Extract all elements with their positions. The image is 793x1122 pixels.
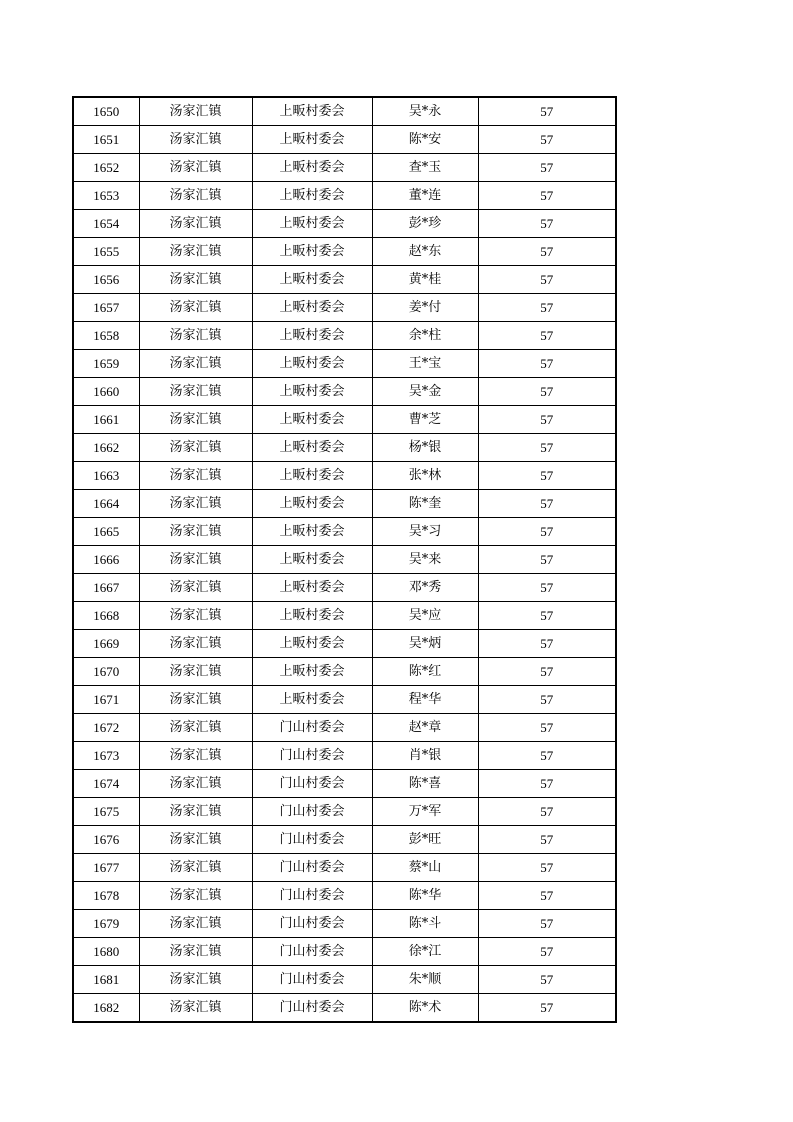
row-number-cell: 1678 <box>73 882 139 910</box>
table-row <box>73 434 616 462</box>
amount-cell: 57 <box>478 994 616 1023</box>
village-committee-cell: 门山村委会 <box>252 854 372 882</box>
village-committee-cell: 上畈村委会 <box>252 126 372 154</box>
village-committee-cell: 上畈村委会 <box>252 686 372 714</box>
row-number-cell: 1653 <box>73 182 139 210</box>
village-committee-cell: 门山村委会 <box>252 910 372 938</box>
person-name-cell: 陈*斗 <box>372 910 478 938</box>
amount-cell: 57 <box>478 938 616 966</box>
amount-cell: 57 <box>478 630 616 658</box>
table-row <box>73 630 616 658</box>
row-number-cell: 1676 <box>73 826 139 854</box>
town-cell: 汤家汇镇 <box>139 574 252 602</box>
person-name-cell: 姜*付 <box>372 294 478 322</box>
table-row <box>73 938 616 966</box>
town-cell: 汤家汇镇 <box>139 658 252 686</box>
amount-cell: 57 <box>478 210 616 238</box>
person-name-cell: 万*军 <box>372 798 478 826</box>
person-name-cell: 吴*永 <box>372 97 478 126</box>
amount-cell: 57 <box>478 714 616 742</box>
person-name-cell: 吴*习 <box>372 518 478 546</box>
town-cell: 汤家汇镇 <box>139 826 252 854</box>
row-number-cell: 1654 <box>73 210 139 238</box>
person-name-cell: 张*林 <box>372 462 478 490</box>
village-committee-cell: 上畈村委会 <box>252 97 372 126</box>
amount-cell: 57 <box>478 882 616 910</box>
table-row <box>73 770 616 798</box>
person-name-cell: 赵*章 <box>372 714 478 742</box>
table-row <box>73 574 616 602</box>
town-cell: 汤家汇镇 <box>139 882 252 910</box>
row-number-cell: 1660 <box>73 378 139 406</box>
village-committee-cell: 上畈村委会 <box>252 434 372 462</box>
person-name-cell: 陈*术 <box>372 994 478 1023</box>
village-committee-cell: 上畈村委会 <box>252 546 372 574</box>
table-row <box>73 322 616 350</box>
village-committee-cell: 上畈村委会 <box>252 602 372 630</box>
table-row <box>73 966 616 994</box>
person-name-cell: 徐*江 <box>372 938 478 966</box>
town-cell: 汤家汇镇 <box>139 126 252 154</box>
table-row <box>73 882 616 910</box>
person-name-cell: 陈*喜 <box>372 770 478 798</box>
amount-cell: 57 <box>478 574 616 602</box>
table-row <box>73 462 616 490</box>
village-committee-cell: 上畈村委会 <box>252 378 372 406</box>
village-committee-cell: 上畈村委会 <box>252 490 372 518</box>
person-name-cell: 吴*应 <box>372 602 478 630</box>
row-number-cell: 1655 <box>73 238 139 266</box>
amount-cell: 57 <box>478 97 616 126</box>
row-number-cell: 1658 <box>73 322 139 350</box>
table-row <box>73 854 616 882</box>
table-row <box>73 994 616 1023</box>
amount-cell: 57 <box>478 518 616 546</box>
amount-cell: 57 <box>478 546 616 574</box>
person-name-cell: 彭*旺 <box>372 826 478 854</box>
person-name-cell: 董*连 <box>372 182 478 210</box>
village-committee-cell: 上畈村委会 <box>252 518 372 546</box>
amount-cell: 57 <box>478 266 616 294</box>
village-committee-cell: 上畈村委会 <box>252 266 372 294</box>
person-name-cell: 吴*炳 <box>372 630 478 658</box>
town-cell: 汤家汇镇 <box>139 770 252 798</box>
town-cell: 汤家汇镇 <box>139 210 252 238</box>
row-number-cell: 1681 <box>73 966 139 994</box>
town-cell: 汤家汇镇 <box>139 602 252 630</box>
row-number-cell: 1663 <box>73 462 139 490</box>
town-cell: 汤家汇镇 <box>139 546 252 574</box>
amount-cell: 57 <box>478 322 616 350</box>
row-number-cell: 1651 <box>73 126 139 154</box>
amount-cell: 57 <box>478 854 616 882</box>
amount-cell: 57 <box>478 602 616 630</box>
town-cell: 汤家汇镇 <box>139 798 252 826</box>
records-table <box>72 96 617 1023</box>
town-cell: 汤家汇镇 <box>139 322 252 350</box>
town-cell: 汤家汇镇 <box>139 97 252 126</box>
village-committee-cell: 上畈村委会 <box>252 406 372 434</box>
amount-cell: 57 <box>478 126 616 154</box>
village-committee-cell: 上畈村委会 <box>252 574 372 602</box>
row-number-cell: 1672 <box>73 714 139 742</box>
table-row <box>73 826 616 854</box>
table-row <box>73 518 616 546</box>
village-committee-cell: 门山村委会 <box>252 994 372 1023</box>
person-name-cell: 程*华 <box>372 686 478 714</box>
row-number-cell: 1668 <box>73 602 139 630</box>
table-row <box>73 658 616 686</box>
town-cell: 汤家汇镇 <box>139 686 252 714</box>
amount-cell: 57 <box>478 462 616 490</box>
village-committee-cell: 门山村委会 <box>252 798 372 826</box>
row-number-cell: 1652 <box>73 154 139 182</box>
person-name-cell: 朱*顺 <box>372 966 478 994</box>
table-row <box>73 602 616 630</box>
town-cell: 汤家汇镇 <box>139 434 252 462</box>
row-number-cell: 1666 <box>73 546 139 574</box>
village-committee-cell: 上畈村委会 <box>252 182 372 210</box>
village-committee-cell: 门山村委会 <box>252 882 372 910</box>
table-row <box>73 266 616 294</box>
row-number-cell: 1675 <box>73 798 139 826</box>
row-number-cell: 1662 <box>73 434 139 462</box>
amount-cell: 57 <box>478 826 616 854</box>
amount-cell: 57 <box>478 770 616 798</box>
town-cell: 汤家汇镇 <box>139 910 252 938</box>
town-cell: 汤家汇镇 <box>139 406 252 434</box>
town-cell: 汤家汇镇 <box>139 854 252 882</box>
town-cell: 汤家汇镇 <box>139 266 252 294</box>
town-cell: 汤家汇镇 <box>139 742 252 770</box>
person-name-cell: 吴*来 <box>372 546 478 574</box>
village-committee-cell: 门山村委会 <box>252 826 372 854</box>
person-name-cell: 余*柱 <box>372 322 478 350</box>
person-name-cell: 陈*华 <box>372 882 478 910</box>
row-number-cell: 1659 <box>73 350 139 378</box>
village-committee-cell: 门山村委会 <box>252 770 372 798</box>
town-cell: 汤家汇镇 <box>139 182 252 210</box>
town-cell: 汤家汇镇 <box>139 518 252 546</box>
row-number-cell: 1670 <box>73 658 139 686</box>
row-number-cell: 1665 <box>73 518 139 546</box>
table-row <box>73 798 616 826</box>
village-committee-cell: 上畈村委会 <box>252 210 372 238</box>
table-row <box>73 686 616 714</box>
person-name-cell: 吴*金 <box>372 378 478 406</box>
amount-cell: 57 <box>478 686 616 714</box>
person-name-cell: 查*玉 <box>372 154 478 182</box>
amount-cell: 57 <box>478 434 616 462</box>
table-row <box>73 910 616 938</box>
table-row <box>73 406 616 434</box>
town-cell: 汤家汇镇 <box>139 154 252 182</box>
row-number-cell: 1667 <box>73 574 139 602</box>
amount-cell: 57 <box>478 658 616 686</box>
table-row <box>73 182 616 210</box>
town-cell: 汤家汇镇 <box>139 994 252 1023</box>
village-committee-cell: 门山村委会 <box>252 742 372 770</box>
town-cell: 汤家汇镇 <box>139 490 252 518</box>
amount-cell: 57 <box>478 742 616 770</box>
town-cell: 汤家汇镇 <box>139 714 252 742</box>
table-row <box>73 126 616 154</box>
person-name-cell: 陈*奎 <box>372 490 478 518</box>
town-cell: 汤家汇镇 <box>139 238 252 266</box>
town-cell: 汤家汇镇 <box>139 966 252 994</box>
table-row <box>73 742 616 770</box>
village-committee-cell: 上畈村委会 <box>252 322 372 350</box>
amount-cell: 57 <box>478 182 616 210</box>
town-cell: 汤家汇镇 <box>139 294 252 322</box>
row-number-cell: 1664 <box>73 490 139 518</box>
person-name-cell: 彭*珍 <box>372 210 478 238</box>
person-name-cell: 赵*东 <box>372 238 478 266</box>
row-number-cell: 1669 <box>73 630 139 658</box>
table-row <box>73 210 616 238</box>
amount-cell: 57 <box>478 350 616 378</box>
person-name-cell: 杨*银 <box>372 434 478 462</box>
amount-cell: 57 <box>478 798 616 826</box>
village-committee-cell: 上畈村委会 <box>252 462 372 490</box>
row-number-cell: 1674 <box>73 770 139 798</box>
town-cell: 汤家汇镇 <box>139 350 252 378</box>
table-row <box>73 294 616 322</box>
amount-cell: 57 <box>478 406 616 434</box>
village-committee-cell: 门山村委会 <box>252 966 372 994</box>
town-cell: 汤家汇镇 <box>139 630 252 658</box>
amount-cell: 57 <box>478 294 616 322</box>
person-name-cell: 黄*桂 <box>372 266 478 294</box>
village-committee-cell: 上畈村委会 <box>252 630 372 658</box>
table-row <box>73 714 616 742</box>
amount-cell: 57 <box>478 378 616 406</box>
table-row <box>73 490 616 518</box>
town-cell: 汤家汇镇 <box>139 938 252 966</box>
village-committee-cell: 上畈村委会 <box>252 238 372 266</box>
village-committee-cell: 上畈村委会 <box>252 154 372 182</box>
table-row <box>73 238 616 266</box>
table-row <box>73 378 616 406</box>
row-number-cell: 1656 <box>73 266 139 294</box>
records-table-body <box>73 97 616 1022</box>
row-number-cell: 1679 <box>73 910 139 938</box>
village-committee-cell: 门山村委会 <box>252 714 372 742</box>
table-row <box>73 154 616 182</box>
person-name-cell: 蔡*山 <box>372 854 478 882</box>
row-number-cell: 1657 <box>73 294 139 322</box>
row-number-cell: 1682 <box>73 994 139 1023</box>
row-number-cell: 1680 <box>73 938 139 966</box>
person-name-cell: 王*宝 <box>372 350 478 378</box>
person-name-cell: 陈*安 <box>372 126 478 154</box>
row-number-cell: 1673 <box>73 742 139 770</box>
table-row <box>73 350 616 378</box>
person-name-cell: 肖*银 <box>372 742 478 770</box>
row-number-cell: 1650 <box>73 97 139 126</box>
person-name-cell: 邓*秀 <box>372 574 478 602</box>
person-name-cell: 陈*红 <box>372 658 478 686</box>
person-name-cell: 曹*芝 <box>372 406 478 434</box>
village-committee-cell: 上畈村委会 <box>252 294 372 322</box>
amount-cell: 57 <box>478 490 616 518</box>
table-row <box>73 546 616 574</box>
row-number-cell: 1677 <box>73 854 139 882</box>
village-committee-cell: 上畈村委会 <box>252 658 372 686</box>
town-cell: 汤家汇镇 <box>139 378 252 406</box>
village-committee-cell: 上畈村委会 <box>252 350 372 378</box>
village-committee-cell: 门山村委会 <box>252 938 372 966</box>
town-cell: 汤家汇镇 <box>139 462 252 490</box>
amount-cell: 57 <box>478 154 616 182</box>
amount-cell: 57 <box>478 238 616 266</box>
amount-cell: 57 <box>478 966 616 994</box>
table-row <box>73 97 616 126</box>
amount-cell: 57 <box>478 910 616 938</box>
row-number-cell: 1661 <box>73 406 139 434</box>
row-number-cell: 1671 <box>73 686 139 714</box>
